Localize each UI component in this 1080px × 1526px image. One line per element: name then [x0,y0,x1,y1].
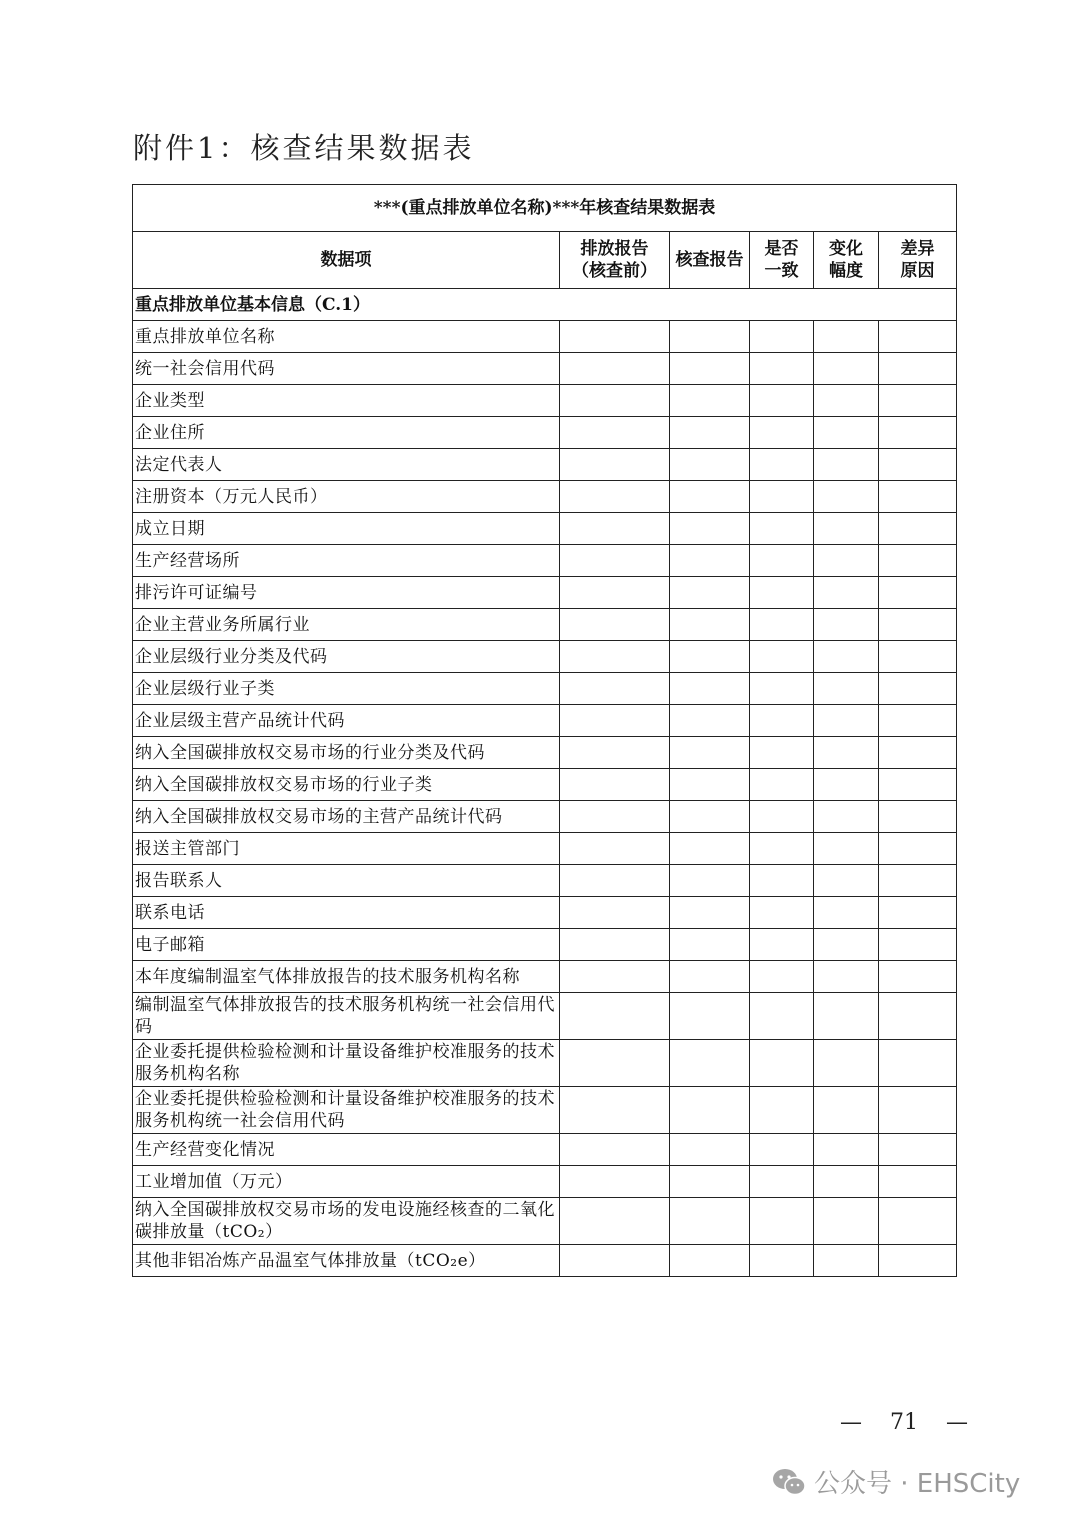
row-item-label: 法定代表人 [133,449,560,481]
cell-verification-report [670,1198,750,1245]
cell-emission-report [560,833,670,865]
cell-emission-report [560,993,670,1040]
cell-consistent [750,897,814,929]
cell-verification-report [670,705,750,737]
cell-consistent [750,673,814,705]
cell-emission-report [560,961,670,993]
header-emission-report [560,232,670,289]
row-item-label: 本年度编制温室气体排放报告的技术服务机构名称 [133,961,560,993]
table-row [133,545,957,577]
cell-change [814,1134,879,1166]
cell-change [814,769,879,801]
cell-change [814,1198,879,1245]
cell-verification-report [670,1245,750,1277]
header-emission-report-line2: （核查前） [572,261,657,281]
attachment-title: 附件1：核查结果数据表 [133,131,475,165]
cell-reason [879,801,957,833]
cell-change [814,737,879,769]
cell-consistent [750,641,814,673]
table-row [133,993,957,1040]
cell-verification-report [670,993,750,1040]
cell-change [814,1245,879,1277]
cell-reason [879,353,957,385]
wechat-icon [772,1467,806,1497]
cell-emission-report [560,385,670,417]
table-row [133,449,957,481]
cell-consistent [750,961,814,993]
cell-reason [879,993,957,1040]
cell-consistent [750,1166,814,1198]
table-row [133,833,957,865]
cell-consistent [750,577,814,609]
cell-change [814,897,879,929]
cell-reason [879,1166,957,1198]
cell-change [814,833,879,865]
row-item-label: 生产经营变化情况 [133,1134,560,1166]
cell-change [814,513,879,545]
header-consistent [750,232,814,289]
table-row [133,385,957,417]
cell-emission-report [560,897,670,929]
table-row [133,673,957,705]
cell-verification-report [670,897,750,929]
cell-reason [879,609,957,641]
row-item-label: 纳入全国碳排放权交易市场的发电设施经核查的二氧化碳排放量（tCO₂） [133,1198,560,1245]
table-row [133,1087,957,1134]
cell-change [814,993,879,1040]
cell-emission-report [560,1245,670,1277]
cell-change [814,1166,879,1198]
cell-emission-report [560,513,670,545]
cell-consistent [750,993,814,1040]
cell-consistent [750,417,814,449]
header-consistent-line2: 一致 [764,261,799,281]
cell-verification-report [670,577,750,609]
header-change-line2: 幅度 [829,261,863,281]
cell-reason [879,1134,957,1166]
table-row [133,641,957,673]
cell-reason [879,385,957,417]
cell-emission-report [560,481,670,513]
table-row [133,705,957,737]
cell-reason [879,705,957,737]
cell-reason [879,929,957,961]
cell-consistent [750,769,814,801]
cell-emission-report [560,321,670,353]
cell-reason [879,833,957,865]
cell-emission-report [560,865,670,897]
cell-reason [879,577,957,609]
cell-change [814,1040,879,1087]
cell-consistent [750,321,814,353]
header-emission-report-line1: 排放报告 [580,239,649,259]
table-row [133,417,957,449]
row-item-label: 联系电话 [133,897,560,929]
cell-emission-report [560,545,670,577]
watermark [772,1463,1020,1500]
cell-reason [879,769,957,801]
cell-verification-report [670,641,750,673]
cell-verification-report [670,513,750,545]
row-item-label: 电子邮箱 [133,929,560,961]
cell-reason [879,1087,957,1134]
cell-reason [879,513,957,545]
cell-reason [879,897,957,929]
cell-change [814,417,879,449]
cell-emission-report [560,609,670,641]
row-item-label: 企业住所 [133,417,560,449]
cell-consistent [750,353,814,385]
cell-emission-report [560,1040,670,1087]
cell-change [814,673,879,705]
row-item-label: 统一社会信用代码 [133,353,560,385]
cell-verification-report [670,609,750,641]
row-item-label: 企业主营业务所属行业 [133,609,560,641]
cell-consistent [750,833,814,865]
cell-emission-report [560,641,670,673]
page-number: 71 [889,1410,918,1435]
cell-consistent [750,1245,814,1277]
cell-emission-report [560,1134,670,1166]
row-item-label: 生产经营场所 [133,545,560,577]
row-item-label: 纳入全国碳排放权交易市场的行业子类 [133,769,560,801]
cell-change [814,353,879,385]
cell-emission-report [560,353,670,385]
cell-consistent [750,737,814,769]
cell-consistent [750,1040,814,1087]
row-item-label: 企业委托提供检验检测和计量设备维护校准服务的技术服务机构名称 [133,1040,560,1087]
table-row [133,609,957,641]
header-reason-line1: 差异 [900,239,935,259]
cell-verification-report [670,833,750,865]
table-caption: ***(重点排放单位名称)***年核查结果数据表 [133,185,957,232]
row-item-label: 编制温室气体排放报告的技术服务机构统一社会信用代码 [133,993,560,1040]
row-item-label: 排污许可证编号 [133,577,560,609]
header-reason-line2: 原因 [900,261,935,281]
row-item-label: 工业增加值（万元） [133,1166,560,1198]
cell-verification-report [670,929,750,961]
cell-verification-report [670,545,750,577]
cell-consistent [750,1198,814,1245]
table-row [133,1198,957,1245]
cell-change [814,641,879,673]
cell-reason [879,737,957,769]
table-row [133,353,957,385]
table-row [133,961,957,993]
cell-verification-report [670,353,750,385]
cell-reason [879,545,957,577]
cell-emission-report [560,1198,670,1245]
header-reason [879,232,957,289]
cell-emission-report [560,449,670,481]
cell-emission-report [560,673,670,705]
row-item-label: 纳入全国碳排放权交易市场的主营产品统计代码 [133,801,560,833]
cell-emission-report [560,1087,670,1134]
cell-verification-report [670,801,750,833]
watermark-text: 公众号 · EHSCity [814,1469,1021,1499]
cell-emission-report [560,705,670,737]
table-row [133,1040,957,1087]
cell-consistent [750,513,814,545]
cell-change [814,545,879,577]
row-item-label: 企业层级行业子类 [133,673,560,705]
cell-verification-report [670,865,750,897]
header-item: 数据项 [133,232,560,289]
table-row [133,321,957,353]
row-item-label: 报告联系人 [133,865,560,897]
row-item-label: 纳入全国碳排放权交易市场的行业分类及代码 [133,737,560,769]
cell-verification-report [670,1040,750,1087]
cell-emission-report [560,769,670,801]
cell-reason [879,449,957,481]
cell-consistent [750,481,814,513]
cell-reason [879,481,957,513]
table-row [133,1134,957,1166]
cell-reason [879,865,957,897]
cell-change [814,801,879,833]
table-row [133,929,957,961]
cell-change [814,865,879,897]
table-row [133,737,957,769]
table-row [133,801,957,833]
cell-verification-report [670,1087,750,1134]
row-item-label: 注册资本（万元人民币） [133,481,560,513]
cell-verification-report [670,737,750,769]
footer-dash-right: — [945,1410,968,1435]
cell-reason [879,417,957,449]
cell-change [814,961,879,993]
cell-change [814,1087,879,1134]
cell-verification-report [670,449,750,481]
cell-change [814,385,879,417]
cell-reason [879,1198,957,1245]
cell-change [814,929,879,961]
header-change-line1: 变化 [829,239,863,259]
cell-reason [879,321,957,353]
cell-consistent [750,545,814,577]
cell-consistent [750,385,814,417]
table-row [133,577,957,609]
row-item-label: 报送主管部门 [133,833,560,865]
cell-verification-report [670,417,750,449]
verification-result-table [132,184,957,1277]
page-footer [840,1410,968,1435]
cell-consistent [750,1134,814,1166]
cell-emission-report [560,737,670,769]
table-row [133,1166,957,1198]
cell-reason [879,673,957,705]
row-item-label: 成立日期 [133,513,560,545]
cell-emission-report [560,1166,670,1198]
cell-consistent [750,929,814,961]
cell-verification-report [670,481,750,513]
cell-reason [879,961,957,993]
section-basic-info: 重点排放单位基本信息（C.1） [133,289,957,321]
footer-dash-left: — [840,1410,862,1435]
cell-change [814,577,879,609]
table-row [133,865,957,897]
row-item-label: 重点排放单位名称 [133,321,560,353]
cell-reason [879,1245,957,1277]
table-row [133,1245,957,1277]
cell-consistent [750,449,814,481]
cell-change [814,705,879,737]
cell-change [814,321,879,353]
cell-emission-report [560,801,670,833]
cell-reason [879,641,957,673]
cell-consistent [750,1087,814,1134]
table-row [133,513,957,545]
header-verification-report: 核查报告 [670,232,750,289]
table-body [133,321,957,1277]
cell-verification-report [670,961,750,993]
row-item-label: 企业类型 [133,385,560,417]
header-consistent-line1: 是否 [764,239,799,259]
cell-change [814,481,879,513]
cell-change [814,449,879,481]
header-change [814,232,879,289]
row-item-label: 企业层级行业分类及代码 [133,641,560,673]
cell-consistent [750,609,814,641]
cell-emission-report [560,929,670,961]
cell-consistent [750,801,814,833]
cell-emission-report [560,417,670,449]
cell-verification-report [670,385,750,417]
cell-reason [879,1040,957,1087]
cell-change [814,609,879,641]
cell-verification-report [670,1134,750,1166]
cell-verification-report [670,321,750,353]
cell-consistent [750,705,814,737]
table-row [133,897,957,929]
table-row [133,481,957,513]
row-item-label: 企业委托提供检验检测和计量设备维护校准服务的技术服务机构统一社会信用代码 [133,1087,560,1134]
cell-consistent [750,865,814,897]
row-item-label: 其他非铝冶炼产品温室气体排放量（tCO₂e） [133,1245,560,1277]
cell-verification-report [670,769,750,801]
cell-emission-report [560,577,670,609]
cell-verification-report [670,673,750,705]
cell-verification-report [670,1166,750,1198]
row-item-label: 企业层级主营产品统计代码 [133,705,560,737]
table-row [133,769,957,801]
